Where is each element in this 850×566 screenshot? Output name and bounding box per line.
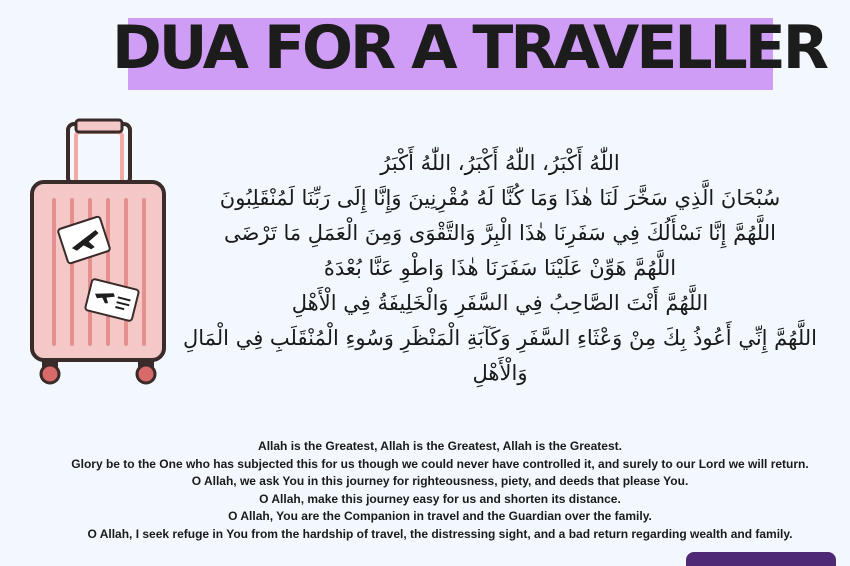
translation-line: Allah is the Greatest, Allah is the Greatest, Allah is the Greatest. [258,439,622,453]
luggage-icon [18,112,178,392]
translation-line: Glory be to the One who has subjected this for us though we could never have controlled it, and surely to our Lord we will return. [71,456,809,471]
page-title: DUA FOR A TRAVELLER [112,13,826,83]
arabic-line: سُبْحَانَ الَّذِي سَخَّرَ لَنَا هٰذَا وَمَا كُنَّا لَهُ مُقْرِنِينَ وَإِنَّا إِلَى رَبِّنَا لَمُنْقَلِبُونَ [219,186,781,210]
arabic-line: اللَّهُمَّ إِنِّي أَعُوذُ بِكَ مِنْ وَعْثَاءِ السَّفَرِ وَكَآبَةِ الْمَنْظَرِ وَسُوءِ الْمُنْقَلَبِ فِي الْمَالِ [182,326,818,350]
arabic-line: اللَّهُمَّ إِنَّا نَسْأَلُكَ فِي سَفَرِنَا هٰذَا الْبِرَّ وَالتَّقْوَى وَمِنَ الْعَمَلِ مَا تَرْضَى [224,221,776,245]
corner-tab [686,552,836,566]
arabic-dua-text [160,146,840,391]
arabic-line: اللَّهُمَّ أَنْتَ الصَّاحِبُ فِي السَّفَرِ وَالْخَلِيفَةُ فِي الْأَهْلِ [291,291,709,315]
translation-line: O Allah, make this journey easy for us and shorten its distance. [259,491,621,506]
translation-line: O Allah, I seek refuge in You from the hardship of travel, the distressing sight, and a bad return regarding wealth and family. [87,526,793,541]
translation-line: O Allah, You are the Companion in travel and the Guardian over the family. [228,509,652,524]
arabic-line: اللّٰهُ أَكْبَرُ، اللّٰهُ أَكْبَرُ، اللّٰهُ أَكْبَرُ [380,151,620,175]
translation-line: O Allah, we ask You in this journey for righteousness, piety, and deeds that please You. [191,474,689,489]
english-translation [0,438,850,544]
arabic-line: وَالْأَهْلِ [472,361,528,385]
arabic-line: اللَّهُمَّ هَوِّنْ عَلَيْنَا سَفَرَنَا هٰذَا وَاطْوِ عَنَّا بُعْدَهُ [323,256,677,280]
luggage-illustration [18,112,178,392]
